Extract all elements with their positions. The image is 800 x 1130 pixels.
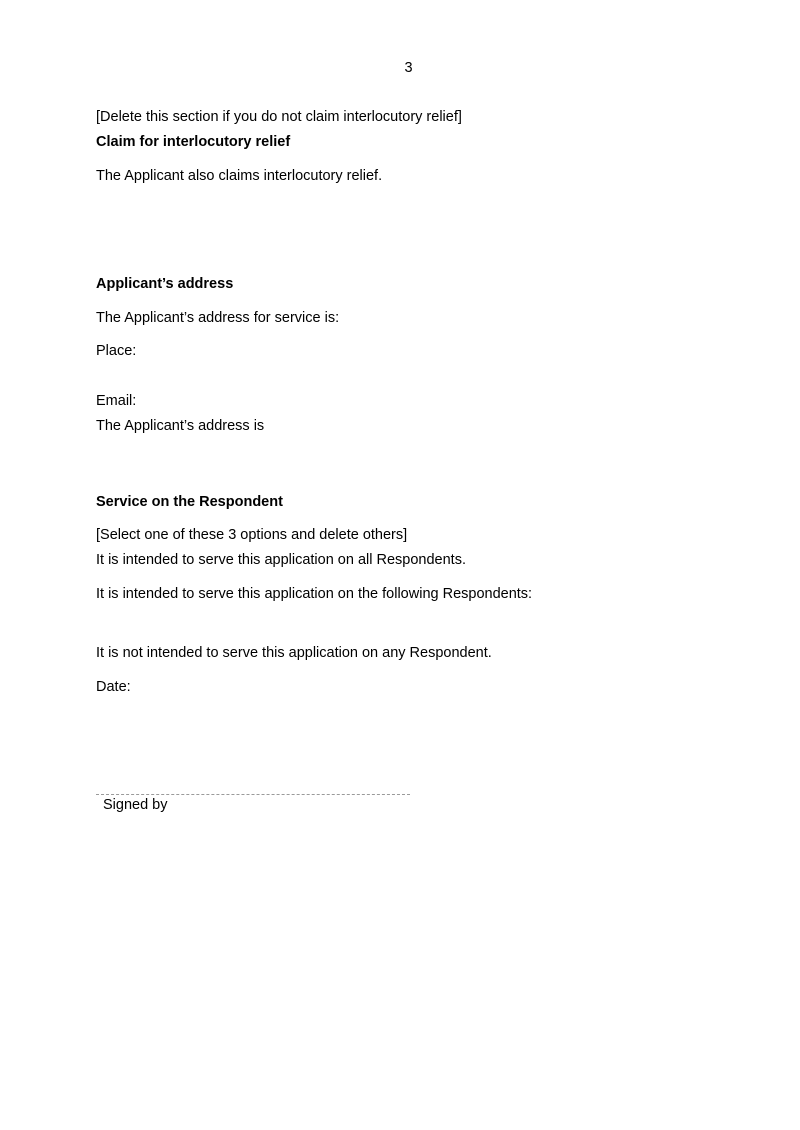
date-label: Date: <box>96 679 131 695</box>
service-instruction: [Select one of these 3 options and delete others] <box>96 527 408 543</box>
interlocutory-heading: Claim for interlocutory relief <box>96 134 291 150</box>
service-option-none: It is not intended to serve this application on any Respondent. <box>96 645 492 661</box>
service-option-following: It is intended to serve this application on the following Respondents: <box>96 586 533 602</box>
page-number: 3 <box>404 60 413 76</box>
signed-by-label: Signed by <box>103 797 168 813</box>
service-option-all: It is intended to serve this application on all Respondents. <box>96 552 466 568</box>
email-label: Email: <box>96 393 137 409</box>
applicant-address-text: The Applicant’s address is <box>96 418 265 434</box>
address-heading: Applicant’s address <box>96 276 234 292</box>
place-label: Place: <box>96 343 137 359</box>
interlocutory-text: The Applicant also claims interlocutory relief. <box>96 168 383 184</box>
signature-line <box>96 794 410 795</box>
interlocutory-instruction: [Delete this section if you do not claim interlocutory relief] <box>96 109 462 125</box>
address-service-text: The Applicant’s address for service is: <box>96 310 340 326</box>
service-heading: Service on the Respondent <box>96 494 283 510</box>
